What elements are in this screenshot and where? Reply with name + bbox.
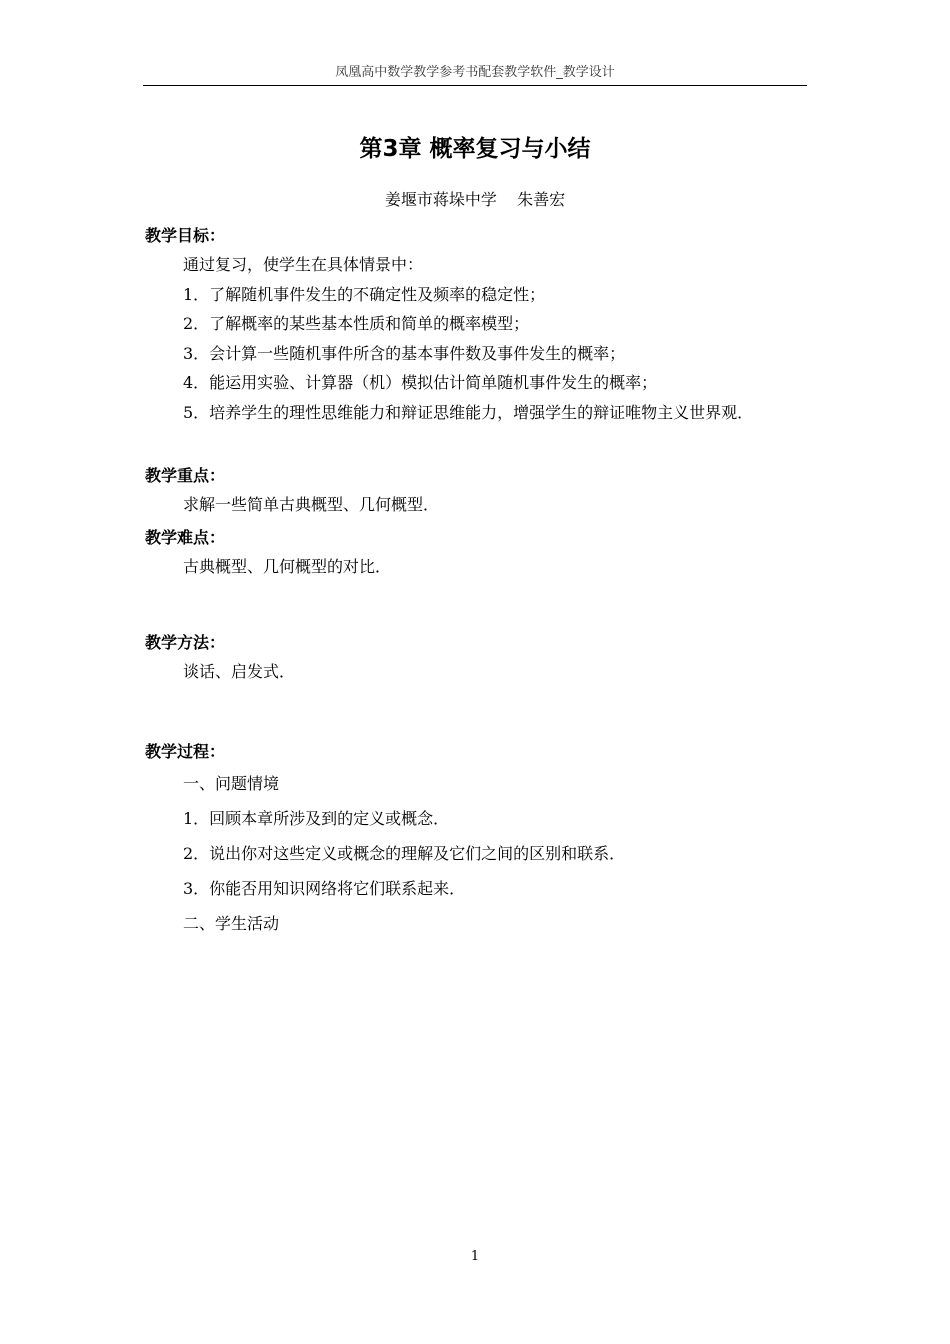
- difficulties-heading: 教学难点：: [145, 527, 226, 547]
- objective-item-1: 1．了解随机事件发生的不确定性及频率的稳定性；: [183, 284, 546, 304]
- document-body: [145, 222, 807, 941]
- page-number: 1: [470, 1249, 480, 1264]
- key-points-text: 求解一些简单古典概型、几何概型．: [183, 495, 440, 514]
- difficulties-text: 古典概型、几何概型的对比．: [183, 556, 392, 576]
- process-item-1: 1．回顾本章所涉及到的定义或概念．: [183, 808, 450, 828]
- objective-item-3: 3．会计算一些随机事件所含的基本事件数及事件发生的概率；: [183, 343, 626, 363]
- objective-item-4: 4．能运用实验、计算器（机）模拟估计简单随机事件发生的概率；: [183, 373, 658, 392]
- objective-item-2: 2．了解概率的某些基本性质和简单的概率模型；: [183, 314, 530, 333]
- process-item-3: 3．你能否用知识网络将它们联系起来．: [183, 878, 466, 898]
- process-part2-title: 二、学生活动: [183, 913, 280, 933]
- key-points-heading: 教学重点：: [145, 466, 226, 485]
- process-heading: 教学过程：: [145, 741, 226, 761]
- objectives-intro: 通过复习，使学生在具体情景中：: [183, 255, 424, 274]
- document-author: 姜堰市蒋垛中学 朱善宏: [384, 190, 566, 209]
- process-part1-title: 一、问题情境: [183, 773, 280, 793]
- methods-text: 谈话、启发式．: [183, 662, 296, 681]
- page-header: 凤凰高中数学教学参考书配套教学软件_教学设计: [335, 65, 615, 80]
- objective-item-5: 5．培养学生的理性思维能力和辩证思维能力，增强学生的辩证唯物主义世界观．: [183, 402, 754, 422]
- objectives-heading: 教学目标：: [145, 226, 226, 245]
- document-title: 第3章 概率复习与小结: [359, 136, 591, 162]
- methods-heading: 教学方法：: [145, 633, 226, 652]
- header-rule: [143, 85, 807, 86]
- process-item-2: 2．说出你对这些定义或概念的理解及它们之间的区别和联系．: [183, 843, 626, 863]
